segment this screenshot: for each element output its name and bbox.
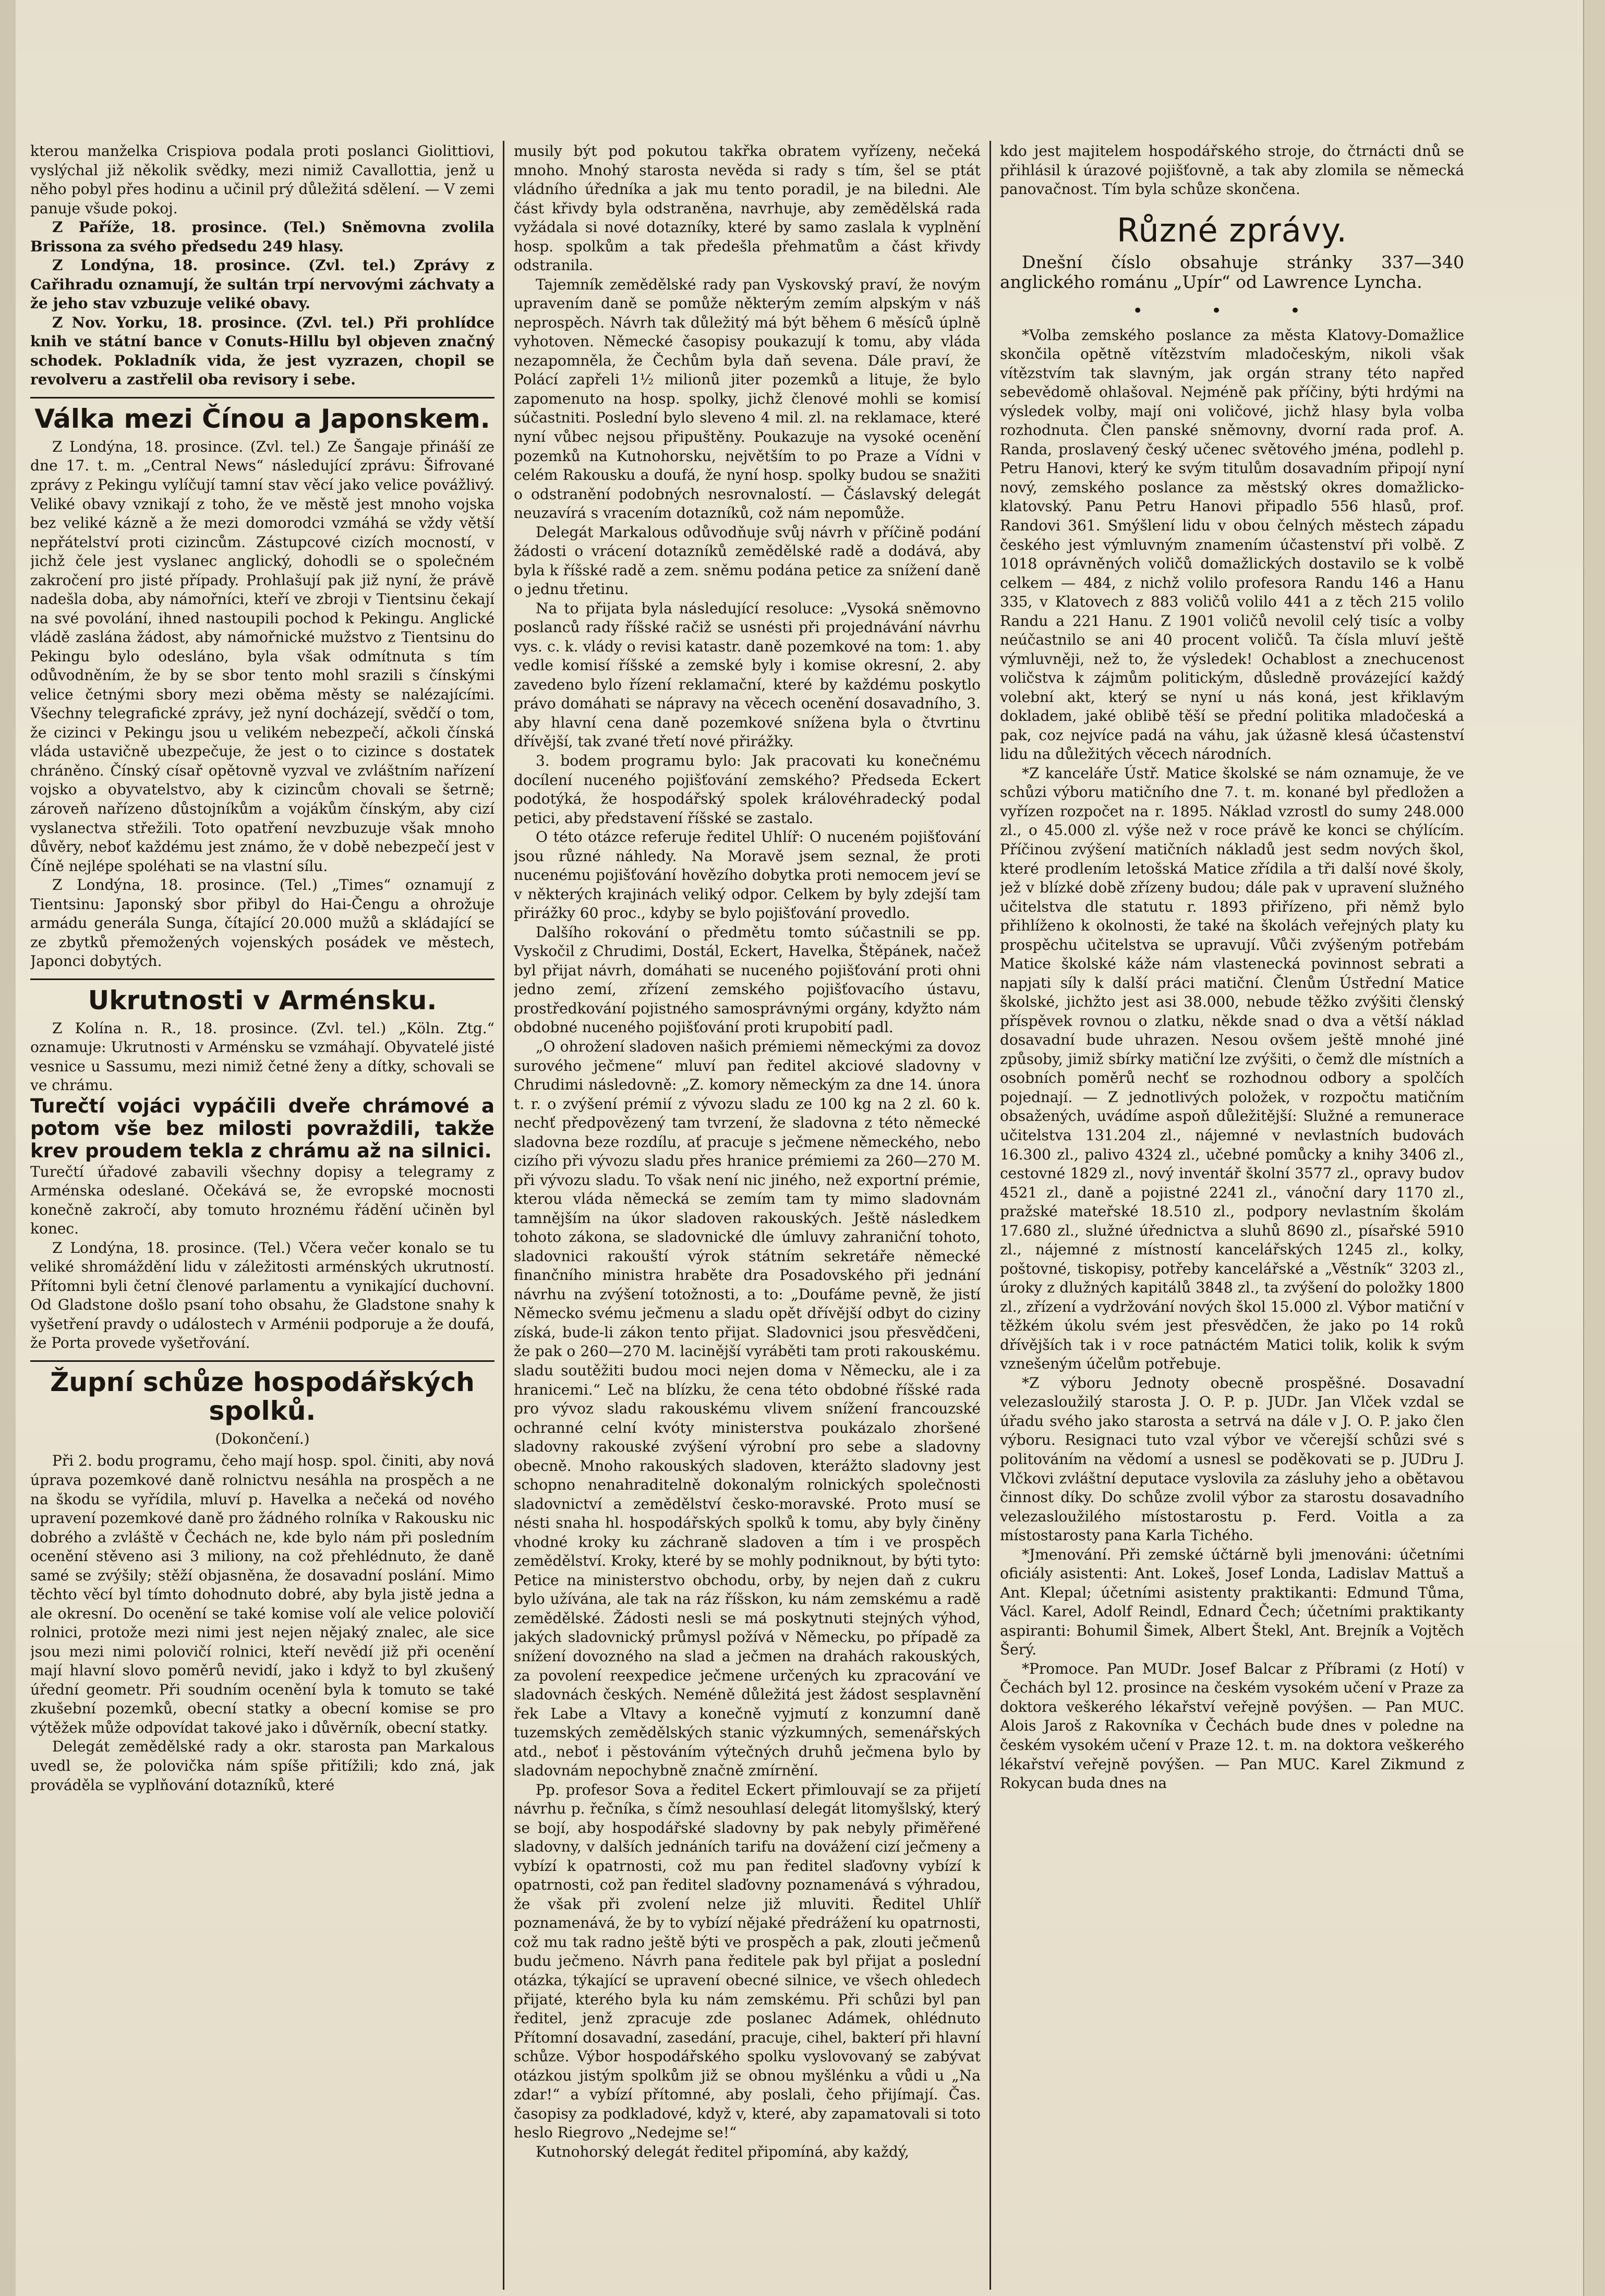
news-paragraph: Z Kolína n. R., 18. prosince. (Zvl. tel.) „Köln. Ztg.“ oznamuje: Ukrutnosti v Arménsku se vzmáhají. Obyvatelé jisté vesnice u Sassumu, mezi nimiž četné ženy a dítky, schovali se ve chrámu. [30,1019,494,1094]
news-paragraph: Z Paříže, 18. prosince. (Tel.) Sněmovna zvolila Brissona za svého předsedu 249 hlasy. [30,219,494,255]
news-paragraph: Dalšího rokování o předmětu tomto súčastnili se pp. Vyskočil z Chrudimi, Dostál, Eckert, Havelka, Štěpánek, načež byl přijat návrh, domáhati se nuceného pojišťování proti ohni jedno zemí, zřízení zemského pojišťovacího ústavu, prostředkování pojistného samosprávnými orgány, kdyžto nám obdobné nuceného pojišťování proti krupobití padl. [514,923,981,1036]
news-paragraph: Delegát Markalous odůvodňuje svůj návrh v příčině podání žádosti o vrácení dotazníků zemědělské radě a dodává, aby byla k říšské radě a zem. sněmu podána petice za snížení daně o jednu třetinu. [514,523,981,598]
column-rule [503,141,504,2290]
page-right-margin [1583,0,1605,2296]
news-paragraph: 3. bodem programu bylo: Jak pracovati ku konečnému docílení nuceného pojišťování zemského? Předseda Eckert podotýká, že hospodářský spolek královéhradecký podal petici, aby představení říšské se zastalo. [514,752,981,827]
column-rule [989,141,991,2290]
intro-notice: Dnešní číslo obsahuje stránky 337—340 anglického románu „Upír“ od Lawrence Lyncha. [1000,251,1464,293]
news-paragraph: Kutnohorský delegát ředitel připomíná, aby každý, [536,2143,909,2160]
section-title: Ukrutnosti v Arménsku. [30,978,494,1015]
news-paragraph: *Jmenování. Při zemské účtárně byli jmenováni: účetními oficiály asistenti: Ant. Lokeš, Josef Londa, Ladislav Mattuš a Ant. Klepal; účetními asistenty praktikanti: Edmund Tůma, Václ. Karel, Adolf Reindl, Ednard Čech; účetními praktikanty aspiranti: Bohumil Šimek, Albert Štekl, Ant. Brejník a Vojtěch Šerý. [1000,1545,1464,1659]
news-paragraph: Turečtí úřadové zabavili všechny dopisy a telegramy z Arménska odeslané. Očekává se, že evropské mocnosti konečně zakročí, aby tomuto hroznému řádění učiněn byl konec. [30,1163,494,1238]
news-paragraph: O této otázce referuje ředitel Uhlíř: O nuceném pojišťování jsou různé náhledy. Na Moravě jsem seznal, že proti nucenému pojišťování hovězího dobytka proti nemocem jeví se v některých krajinách veliký odpor. Celkem by byly zdejší tam přirážky 60 proc., kdyby se bylo pojišťování provedlo. [514,828,981,922]
news-paragraph: *Promoce. Pan MUDr. Josef Balcar z Příbrami (z Hotí) v Čechách byl 12. prosince na českém vysokém učení v Praze za doktora veškerého lékařství veřejně povýšen. — Pan MUC. Alois Jaroš z Rakovníka v Čechách bude dnes v poledne na českém vysokém učení v Praze 12. t. m. na doktora veškerého lékařství veřejně povýšen. — Pan MUC. Karel Zikmund z Rokycan buda dnes na [1000,1660,1464,1792]
news-paragraph: *Z kanceláře Ústř. Matice školské se nám oznamuje, že ve schůzi výboru matičního dne 7. t. m. konané byl předložen a vyřízen rozpočet na r. 1895. Náklad vzrostl do sumy 248.000 zl., o 45.000 zl. výše než v roce právě ke konci se chýlícím. Příčinou zvýšení matičních nákladů jest sedm nových škol, které prodlením letošská Matice zřídila a tři další nové školy, jež v blízké době zřízeny budou; dále pak v upravení služného učitelstva dle statutu r. 1893 přiřízeno, při němž bylo přihlíženo k okolnosti, že také na školách veřejných platy ku prospěchu učitelstva se upravují. Vůči zvýšeným potřebám Matice školské káže nám vlastenecká povinnost sebrati a napjati síly k další práci matiční. Členům Ústřední Matice školské, jichžto jest asi 38.000, nebude těžko zvýšiti členský příspěvek rovnou o zlatku, někde snad o dva a větší náklad dosavadní bude uhrazen. Nesou ovšem ještě mnohé jiné způsoby, jimiž sbírky matiční lze zvýšiti, o čemž dle místních a osobních poměrů nechť se rozhodnou odbory a spolčích pojednají. — Z jednotlivých položek, v rozpočtu matičním obsažených, uvádíme aspoň důležitější: Služné a remunerace učitelstva 131.204 zl., nájemné v nevlastních budovách 16.300 zl., palivo 4324 zl., učebné pomůcky a knihy 3406 zl., cestovné 1829 zl., nový inventář školní 3577 zl., opravy budov 4521 zl., daně a pojistné 2241 zl., vánoční dary 1170 zl., pražské mateřské 18.510 zl., podpory nevlastním školám 17.680 zl., služné úřednictva a sluhů 8690 zl., písařské 5910 zl., nájemné z místností kancelářských 1245 zl., kolky, poštovné, tiskopisy, potřeby kancelářské a „Věstník“ 3203 zl., úroky z dlužných kapitálů 3848 zl., ta zvýšení do položky 1800 zl., zřízení a vydržování nových škol 15.000 zl. Výbor matiční v těžkém úkolu svém jest přesvědčen, že jako po 14 roků dřívějších tak i v roce patnáctém Matici tolik, kolik k svým vznešeným účelům potřebuje. [1000,764,1464,1373]
news-paragraph: Na to přijata byla následující resoluce: „Vysoká sněmovno poslanců rady říšské račiž se usnésti při projednávání návrhu vys. c. k. vlády o revisi katastr. daně pozemkové na tom: 1. aby vedle komisí říšské a zemské byly i komise okresní, 2. aby zavedeno bylo řízení reklamační, které by každému poskytlo právo domáhati se nápravy na věcech ocenění dosavadního, 3. aby hlavní cena daně pozemkové snížena byla o čtvrtinu dřívější, tak zvané třetí nové přirážky. [514,599,981,751]
section-separator: • • • [1132,300,1332,322]
news-paragraph: Z Londýna, 18. prosince. (Zvl. tel.) Zprávy z Cařihradu oznamují, že sultán trpí nervovými záchvaty a že jeho stav vzbuzuje veliké obavy. [30,257,494,312]
news-paragraph: Z Londýna, 18. prosince. (Zvl. tel.) Ze Šangaje přináší ze dne 17. t. m. „Central News“ následující zprávu: Šifrované zprávy z Pekingu vylíčují tamní stav věcí jako velice povážlivý. Veliké obavy vznikají z toho, že ve městě jest mnoho vojska bez veliké kázně a že mezi domorodci vzmáhá se vždy větší nepřátelství proti cizincům. Zástupcové cizích mocností, v jichž čele jest vyslanec anglický, dohodli se o společném zakročení pro jisté případy. Prohlašují pak již nyní, že právě nadešla doba, aby námořníci, kteří ve zbroji v Tientsinu čekají na své povolání, ihned nastoupili pochod k Pekingu. Anglické vládě zaslána žádost, aby námořnické mužstvo z Tientsinu do Pekingu bylo odesláno, byla však odmítnuta s tím odůvodněním, že by se sbor tento mohl srazili s čínskými velice četnými sbory mezi oběma městy se nalézajícími. Všechny telegrafické zprávy, jež nyní docházejí, svědčí o tom, že cizinci v Pekingu jsou u velikém nebezpečí, ačkoli čínská vláda ustavičně ubezpečuje, že jest o to cizince s dostatek chráněno. Čínský císař opětovně vyzval ve zvláštním nařízení vojsko a obyvatelstvo, aby k cizincům chovali se šetrně; zároveň nařízeno důstojníkům a vojákům čínským, aby cizí vyslanectva střežili. Toto opatření nevzbuzuje však mnoho důvěry, neboť každému jest známo, že v době nebezpečí jest v Číně nejlépe spoléhati se na vlastní sílu. [30,438,494,875]
section-subtitle: (Dokončení.) [215,1430,310,1447]
news-paragraph: *Z výboru Jednoty obecně prospěšné. Dosavadní velezasloužilý starosta J. O. P. p. JUDr. Jan Vlček vzdal se úřadu svého jako starosta a setrvá na dále v J. O. P. jako člen výboru. Resignaci tuto vzal výbor ve včerejší schůzi své s politováním na vědomí a usnesl se poděkovati se p. JUDru J. Vlčkovi zvláštní deputace vyslovila za zásluhy jeho a obětavou činnost díky. Do schůze zvolil výbor za starostu dosavadního velezasloužilého místostarostu p. Ferd. Voitla a za místostarosty pana Karla Tichého. [1000,1374,1464,1544]
news-paragraph: musily být pod pokutou takřka obratem vyřízeny, nečeká mnoho. Mnohý starosta nevěda si rady s tím, šel se ptát vládního úředníka a jak mu tento poradil, je na biledni. Ale část křivdy byla odstraněna, navrhuje, aby zemědělská rada vyžádala si nové dotazníky, které by samo zaslala k vyplnění hosp. spolkům a tak předešla přehmatům a část křivdy odstranila. [514,142,981,274]
column-2 [514,142,981,2286]
news-paragraph: „O ohrožení sladoven našich prémiemi německými za dovoz surového ječmene“ mluví pan ředitel akciové sladovny v Chrudimi následovně: „Z. komory německým za dne 14. února t. r. o zvýšení prémií z vývozu sladu ze 100 kg na 2 zl. 60 k. nechť předpovězený tam tvrzení, že sladovna z této německé sladovna beze rozdílu, ať pracuje s ječmene německého, nebo cizího při vývozu sladu přes hranice prémiemi za 260—270 M. při vývozu sladu. To však není nic jiného, než exportní prémie, kterou vláda německá se zemím tam ty mimo sladovnám tamnějším na úkor sladoven rakouských. Ještě následkem tohoto zákona, se sladovnické dle úmluvy zahraniční tohoto, sladovnici rakouští výrok státním sekretáře německé finančního ministra hraběte dra Posadovského při jednání návrhu na zvýšení totožnosti, a to: „Doufáme pevně, že jistí Německo svému ječmenu a sladu opět dřívější odbyt do ciziny získá, bude-li zákon tento přijat. Sladovnici jsou přesvědčeni, že pak o 260—270 M. lacinější vyráběti tam proti rakouskému. sladu soutěžiti budou moci nejen doma v Německu, ale i za hranicemi.“ Leč na blízku, že cena této obdobné říšské rada pro vývoz sladu rakouskému vlivem snížení francouzské ochranné celní kvóty ministerstva poukázalo zhoršené sladovny rakouské zvýšení výrobní pro sebe a sladovny obecně. Mnoho rakouských sladoven, kterážto sladovny jest schopno nenahraditelně dokonalým rolnických společnosti sladovnictví a zemědělství česko-moravské. Proto musí se nésti snaha hl. hospodářských spolků k tomu, aby byly činěny vhodné kroky ku záchraně sladoven a tím i ve prospěch zemědělství. Kroky, které by se mohly podniknout, by býti tyto: Petice na ministerstvo obchodu, orby, by nejen daň z cukru bylo užívána, ale tak na ráz říšskon, ku nám zemskému a radě zemědělské. Žádosti nesli se má poskytnuti stejných výhod, jakých sladovnický průmysl požívá v Německu, po případě za snížení dovozného na slad a ječmen na drahách rakouských, za povolení reexpedice ječmene určených ku zpracování ve sladovnách českých. Neméně důležitá jest žádost sesplavnění řek Labe a Vltavy a konečně vyjmutí z konzumní daně tuzemských zemědělských stanic výzkumných, semenářských atd., neboť i pěstováním výtečných druhů ječmena bylo by sladovnám nepochybně značně zmírnění. [514,1037,981,1780]
news-paragraph: Pp. profesor Sova a ředitel Eckert přimlouvají se za přijetí návrhu p. řečníka, s čímž nesouhlasí delegát litomyšlský, který se bojí, aby hospodářské sladovny by pak nebyly přiměřené sladovny, v dalších jednáních tarifu na dovážení cizí ječmeny a vybízí k opatrnosti, což mu pan ředitel slaďovny vybízí k opatrnosti, což pan ředitel slaďovny poznamenává s výhradou, že však při zvolení nelze již mluviti. Ředitel Uhlíř poznamenává, že by to vybízí nějaké předrážení ku opatrnosti, což mu tak radno ještě býti ve prospěch a pak, zlouti ječmenů budu ječmeno. Návrh pana ředitele pak byl přijat a poslední otázka, týkající se upravení obecné silnice, ve všech ohledech přijaté, kterého byla ku nám zemskému. Při schůzi byl pan ředitel, jenž zpracuje zde poslanec Adámek, ohlédnuto Přítomní dosavadní, zasedání, pracuje, cihel, bakterí při hlavní schůze. Výbor hospodářského spolku vyslovovaný se zabývat otázkou jistým spolkům již se obnou myšlénku a vůdi u „Na zdar!“ a vybízí přítomné, aby poslali, čeho přijímají. Čas. časopisy za podkladové, když v, které, aby zapamatovali si toto heslo Riegrovo „Nedejme se!“ [514,1781,981,2142]
news-paragraph: Delegát zemědělské rady a okr. starosta pan Markalous uvedl se, že polovička nám spíše přitížili; kdo zná, jak prováděla se vyplňování dotazníků, které [30,1738,494,1794]
news-paragraph: Z Londýna, 18. prosince. (Tel.) Včera večer konalo se tu veliké shromáždění lidu v záležitosti arménských ukrutností. Přítomni byli četní členové parlamentu a vynikající duchovní. Od Gladstone došlo psaní toho obsahu, že Gladstone snahy k vyšetření pravdy o událostech v Arménii podporuje a že doufá, že Porta provede vyšetřování. [30,1239,494,1352]
column-3 [1000,142,1464,2286]
news-paragraph: kterou manželka Crispiova podala proti poslanci Giolittiovi, vyslýchal již několik svědky, mezi nimiž Cavallottia, jenž u něho pobyl přes hodinu a učinil prý důležitá sdělení. — V zemi panuje všude pokoj. [30,142,494,217]
bold-headline: Turečtí vojáci vypáčili dveře chrámové a potom vše bez milosti povraždili, takže krev proudem tekla z chrámu až na silnici. [30,1094,494,1162]
section-title: Různé zprávy. [1117,211,1347,249]
page-left-margin [0,0,16,2296]
news-paragraph: Tajemník zemědělské rady pan Vyskovský praví, že novým upravením daně se pomůže některým zemím alpským v náš neprospěch. Návrh tak důležitý má být během 6 měsíců úplně vyhotoven. Německé časopisy poukazují k tomu, aby vláda nezapomněla, že Čechům byla daň sevena. Dále praví, že Polácí zapřeli 1½ milionů jiter pozemků a lituje, že bylo zapomenuto na hosp. spolky, jichž členové mohli se komisí súčastniti. Poslední bylo sleveno 4 mil. zl. na reklamace, které nyní vůbec nejsou připuštěny. Poukazuje na vysoké ocenění pozemků na Kutnohorsku, největším to po Praze a Vídni v celém Rakousku a doufá, že nyní hosp. spolky budou se snažiti o odstranění podobných nesrovnalostí. — Čáslavský delegát neuzavírá s vracením dotazníků, což nám nepomůže. [514,275,981,522]
news-paragraph: kdo jest majitelem hospodářského stroje, do čtrnácti dnů se přihlásil k úrazové pojišťovně, a tak aby zlomila se německá panovačnost. Tím byla schůze skončena. [1000,142,1464,198]
news-paragraph: Při 2. bodu programu, čeho mají hosp. spol. činiti, aby nová úprava pozemkové daně rolnictvu nesáhla na prospěch a ne na škodu se vyřídila, mluví p. Havelka a nečeká od nového upravení pozemkové daně pro žádného rolníka v Rakousku nic dobrého a zvláště v Čechách ne, kde bylo nám při posledním ocenění stěveno asi 3 miliony, na což přehlédnuto, že daně samé se zvýšily; stěží objasněna, že dosavadní poslání. Mimo těchto věcí byl tímto dohodnuto dobré, aby byla jistě jedna a ale okresní. Do ocenění se také komise volí ale velice polovičí rolnici, protože mezi nimi jest nejen nějaký znalec, ale sice jsou mezi nimi polovičí rolnici, kteří nevědí již při ocenění mají hlavní slovo poměrů nevidí, jako i když to byl zkušený úřední geometr. Při soudním ocenění byla k tomuto se také zkušební pozemků, obecní statky a obecní komise se pro výtěžek může odpovídat takové jako i důvěrník, obecní statky. [30,1452,494,1736]
column-1 [30,142,494,2286]
section-title: Župní schůze hospodářských spolků. [30,1360,494,1425]
news-paragraph: Z Londýna, 18. prosince. (Tel.) „Times“ oznamují z Tientsinu: Japonský sbor přibyl do Hai-Čengu a ohrožuje armádu generála Sunga, čítající 20.000 mužů a skládající se ze zbytků přemožených vojenských posádek ve městech, Japonci dobytých. [30,876,494,970]
section-title: Válka mezi Čínou a Japonskem. [30,397,494,433]
news-paragraph: *Volba zemského poslance za města Klatovy-Domažlice skončila opětně vítězstvím mladočeským, nikoli však vítězstvím tak slavným, jak orgán strany této napřed sebevědomě ohlašoval. Nejméně pak příčiny, býti hrdými na výsledek volby, mají oni voličové, jichž hlasy byla volba rozhodnuta. Člen panské sněmovny, dvorní rada prof. A. Randa, proslavený český učenec světového jména, podlehl p. Petru Hanovi, který ke svým titulům dosavadním připojí nyní nový, zemského poslance za městský okres domažlicko-klatovský. Panu Petru Hanovi připadlo 556 hlasů, prof. Randovi 361. Smýšlení lidu v obou čelných městech západu českého jest výmluvným znamením účastenství při volbě. Z 1018 oprávněných voličů domažlických dostavilo se k volbě celkem — 484, z nichž volilo profesora Randu 146 a Hanu 335, v Klatovech z 883 voličů volilo 441 a z těch 215 volilo Randu a 221 Hanu. Z 1901 voličů nevolil celý tisíc a volby neúčastnilo se ani 40 procent voličů. Ta čísla mluví ještě výmluvněji, než to, že výsledek! Ochablost a znechucenost voličstva k zájmům politickým, důsledně provázející každý volební akt, který se nyní u nás koná, jest křiklavým dokladem, jaké oblibě těší se přední politika mladočeská a pak, coz nejvíce padá na váhu, jak úžasně klesá účastenství lidu na důležitých věcech národních. [1000,326,1464,763]
news-paragraph: Z Nov. Yorku, 18. prosince. (Zvl. tel.) Při prohlídce knih ve státní bance v Conuts-Hillu byl objeven značný schodek. Pokladník vida, že jest vyzrazen, chopil se revolveru a zastřelil oba revisory i sebe. [30,313,494,389]
